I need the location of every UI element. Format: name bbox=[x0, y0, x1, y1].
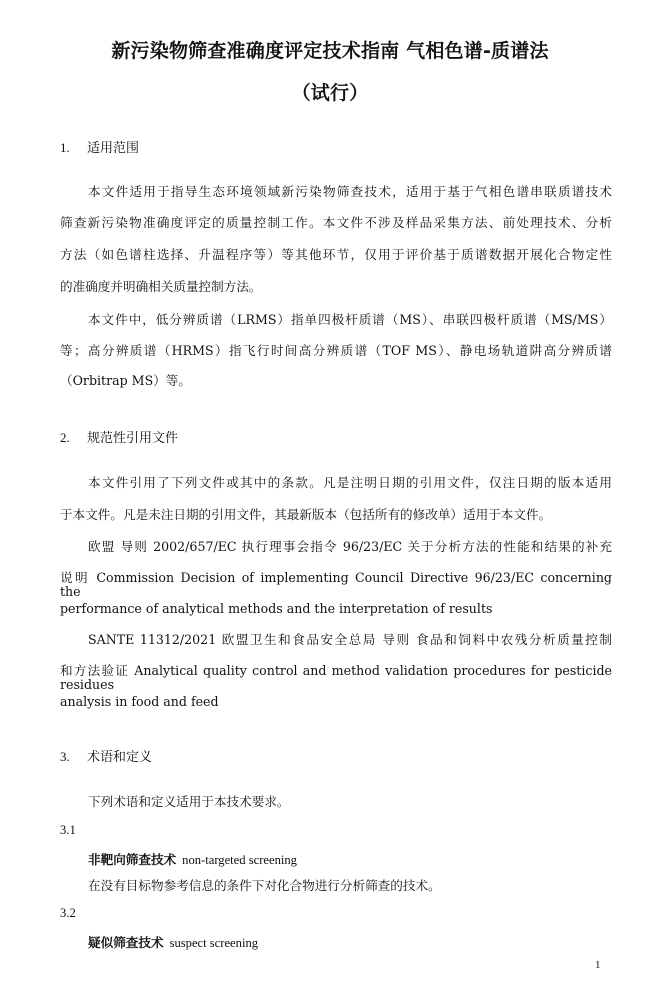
paragraph-line: 本文件适用于指导生态环境领域新污染物筛查技术，适用于基于气相色谱串联质谱技术 bbox=[88, 184, 612, 199]
section-number: 2. bbox=[60, 430, 70, 445]
page-number: 1 bbox=[595, 959, 601, 971]
paragraph-line: performance of analytical methods and the interpretation of results bbox=[60, 601, 493, 616]
paragraph-line: 说明 Commission Decision of implementing Council Directive 96/23/EC concerning the bbox=[60, 570, 612, 599]
term-entry bbox=[88, 932, 258, 951]
term-chinese: 疑似筛查技术 bbox=[88, 935, 164, 950]
section-heading-references bbox=[60, 427, 178, 446]
section-heading-scope bbox=[60, 137, 139, 156]
paragraph-line: 于本文件。凡是未注日期的引用文件，其最新版本（包括所有的修改单）适用于本文件。 bbox=[60, 507, 552, 522]
term-chinese: 非靶向筛查技术 bbox=[88, 852, 177, 867]
section-number: 3. bbox=[60, 749, 70, 764]
paragraph-line: analysis in food and feed bbox=[60, 694, 219, 709]
paragraph-line: SANTE 11312/2021 欧盟卫生和食品安全总局 导则 食品和饲料中农残分析质量控制 bbox=[88, 632, 612, 647]
paragraph-line: 和方法验证 Analytical quality control and method validation procedures for pesticide residues bbox=[60, 663, 612, 692]
paragraph-line: 欧盟 导则 2002/657/EC 执行理事会指令 96/23/EC 关于分析方法的性能和结果的补充 bbox=[88, 539, 612, 554]
paragraph-line: 筛查新污染物准确度评定的质量控制工作。本文件不涉及样品采集方法、前处理技术、分析 bbox=[60, 215, 612, 230]
section-heading-terms bbox=[60, 746, 152, 765]
document-title-subtitle: （试行） bbox=[291, 82, 369, 104]
paragraph-line: 的准确度并明确相关质量控制方法。 bbox=[60, 279, 262, 294]
paragraph-line: 等；高分辨质谱（HRMS）指飞行时间高分辨质谱（TOF MS）、静电场轨道阱高分辨质谱 bbox=[60, 343, 612, 358]
paragraph-line: 方法（如色谱柱选择、升温程序等）等其他环节，仅用于评价基于质谱数据开展化合物定性 bbox=[60, 247, 612, 262]
term-definition: 在没有目标物参考信息的条件下对化合物进行分析筛查的技术。 bbox=[88, 878, 441, 893]
paragraph-line: 本文件引用了下列文件或其中的条款。凡是注明日期的引用文件，仅注日期的版本适用 bbox=[88, 475, 612, 490]
term-entry bbox=[88, 849, 297, 868]
term-number: 3.1 bbox=[60, 823, 76, 837]
paragraph-line: （Orbitrap MS）等。 bbox=[60, 373, 191, 388]
term-english: non-targeted screening bbox=[182, 853, 297, 867]
section-title: 术语和定义 bbox=[87, 750, 153, 765]
term-english: suspect screening bbox=[169, 936, 259, 950]
section-number: 1. bbox=[60, 140, 70, 155]
paragraph-line: 下列术语和定义适用于本技术要求。 bbox=[88, 794, 290, 809]
paragraph-line: 本文件中，低分辨质谱（LRMS）指单四极杆质谱（MS）、串联四极杆质谱（MS/MS） bbox=[88, 312, 612, 327]
section-title: 规范性引用文件 bbox=[87, 431, 179, 446]
term-number: 3.2 bbox=[60, 906, 76, 920]
section-title: 适用范围 bbox=[87, 141, 140, 156]
document-title: 新污染物筛查准确度评定技术指南 气相色谱-质谱法 bbox=[111, 40, 549, 62]
